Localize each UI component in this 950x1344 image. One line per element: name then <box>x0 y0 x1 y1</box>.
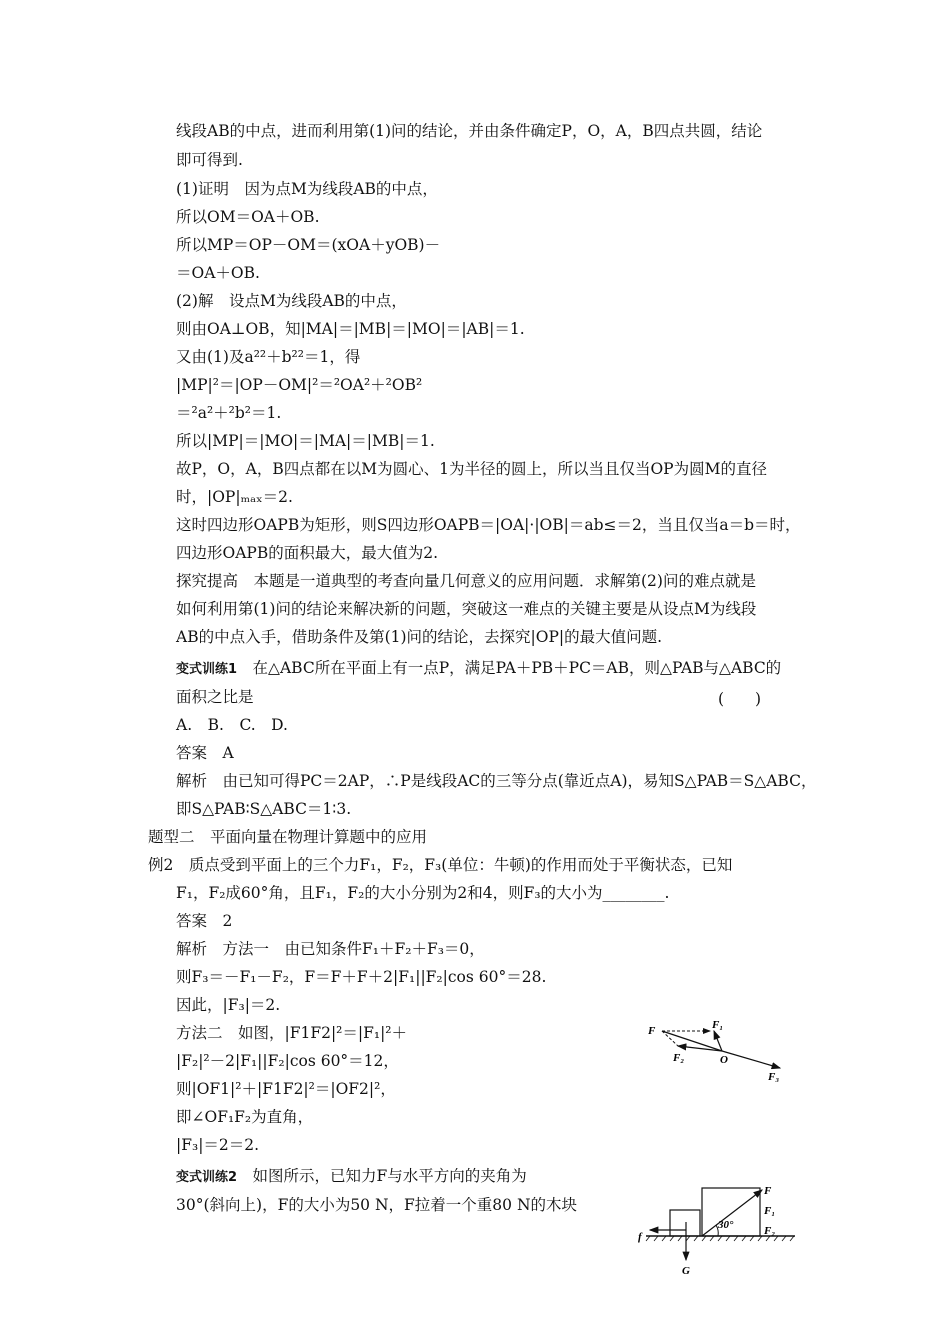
label-f1: F₁ <box>764 1205 776 1217</box>
text-line: 所以OM＝OA＋OB. <box>176 208 320 226</box>
solution-line: 因此，|F₃|＝2. <box>176 996 281 1014</box>
answer-line: 答案 2 <box>176 912 233 930</box>
text-line: |MP|²＝|OP－OM|²＝²OA²＋²OB² <box>176 376 423 394</box>
answer-line: 答案 A <box>176 744 234 762</box>
text-line: ＝²a²＋²b²＝1. <box>176 404 282 422</box>
text-line: 30°(斜向上)，F的大小为50 N，F拉着一个重80 N的木块 <box>176 1196 578 1214</box>
solution-line: 则F₃＝－F₁－F₂，F＝F＋F＋2|F₁||F₂|cos 60°＝28. <box>176 968 547 986</box>
label-f2: F₂ <box>764 1225 776 1237</box>
block-force-diagram <box>630 1180 800 1278</box>
answer-blank: ( ) <box>718 690 762 708</box>
wooden-block <box>670 1210 700 1236</box>
example-line: 例2 质点受到平面上的三个力F₁，F₂，F₃(单位：牛顿)的作用而处于平衡状态，已知 <box>148 856 733 874</box>
label-f: F <box>648 1025 656 1037</box>
text-line: 所以|MP|＝|MO|＝|MA|＝|MB|＝1. <box>176 432 435 450</box>
text-line: 面积之比是 <box>176 688 254 706</box>
text-line: 则由OA⊥OB，知|MA|＝|MB|＝|MO|＝|AB|＝1. <box>176 320 525 338</box>
force-diagram <box>640 1018 790 1088</box>
text-line: 探究提高 本题是一道典型的考查向量几何意义的应用问题．求解第(2)问的难点就是 <box>176 572 756 590</box>
example-line: F₁，F₂成60°角，且F₁，F₂的大小分别为2和4，则F₃的大小为________. <box>176 884 670 902</box>
variant-tag: 变式训练1 <box>176 662 238 677</box>
text-line: 即可得到. <box>176 151 243 169</box>
text-line: 又由(1)及a²²＋b²²＝1，得 <box>176 348 361 366</box>
solution-line: 则|OF1|²＋|F1F2|²＝|OF2|²， <box>176 1080 396 1098</box>
analysis-line: 解析 由已知可得PC＝2AP，∴P是线段AC的三等分点(靠近点A)，易知S△PAB＝S△ABC， <box>176 772 817 790</box>
text-line: 这时四边形OAPB为矩形，则S四边形OAPB＝|OA|·|OB|＝ab≤＝2，当且仅当a＝b＝时， <box>176 516 801 534</box>
variant-tag: 变式训练2 <box>176 1170 238 1185</box>
text-line: 所以MP＝OP－OM＝(xOA＋yOB)－ <box>176 236 441 254</box>
label-f2: F₂ <box>673 1052 685 1064</box>
text-line: ＝OA＋OB. <box>176 264 260 282</box>
variant-training-2 <box>176 1166 527 1188</box>
analysis-line: 即S△PAB∶S△ABC＝1∶3. <box>176 800 352 818</box>
solution-line: 解析 方法一 由已知条件F₁＋F₂＋F₃＝0， <box>176 940 485 958</box>
text-line: 四边形OAPB的面积最大，最大值为2. <box>176 544 439 562</box>
solution-line: |F₂|²－2|F₁||F₂|cos 60°＝12， <box>176 1052 399 1070</box>
label-f3: F₃ <box>768 1071 780 1083</box>
solution-line: 即∠OF₁F₂为直角， <box>176 1108 314 1126</box>
text-line: (2)解 设点M为线段AB的中点， <box>176 292 407 310</box>
variant-training-1 <box>176 658 781 680</box>
section-heading: 题型二 平面向量在物理计算题中的应用 <box>148 828 428 846</box>
text-line: 如何利用第(1)问的结论来解决新的问题，突破这一难点的关键主要是从设点M为线段 <box>176 600 757 618</box>
variant-text: 如图所示，已知力F与水平方向的夹角为 <box>237 1167 527 1185</box>
label-gravity: G <box>682 1265 690 1277</box>
text-line: 故P，O，A，B四点都在以M为圆心、1为半径的圆上，所以当且仅当OP为圆M的直径 <box>176 460 767 478</box>
options-line: A. B. C. D. <box>176 716 288 734</box>
solution-line: 方法二 如图，|F1F2|²＝|F₁|²＋ <box>176 1024 408 1042</box>
label-f1: F₁ <box>712 1019 724 1031</box>
text-line: AB的中点入手，借助条件及第(1)问的结论，去探究|OP|的最大值问题. <box>176 628 663 646</box>
variant-text: 在△ABC所在平面上有一点P，满足PA＋PB＋PC＝AB，则△PAB与△ABC的 <box>237 659 782 677</box>
vector-f3 <box>722 1051 780 1068</box>
text-line: 时，|OP|ₘₐₓ＝2. <box>176 488 293 506</box>
solution-line: |F₃|＝2＝2. <box>176 1136 260 1154</box>
label-friction: f <box>638 1231 642 1243</box>
text-line: 线段AB的中点，进而利用第(1)问的结论，并由条件确定P，O，A，B四点共圆，结论 <box>176 122 763 140</box>
vector-f1 <box>714 1031 722 1051</box>
label-f: F <box>764 1185 772 1197</box>
label-o: O <box>720 1054 728 1066</box>
label-angle: 30° <box>718 1219 734 1231</box>
text-line: (1)证明 因为点M为线段AB的中点， <box>176 180 438 198</box>
